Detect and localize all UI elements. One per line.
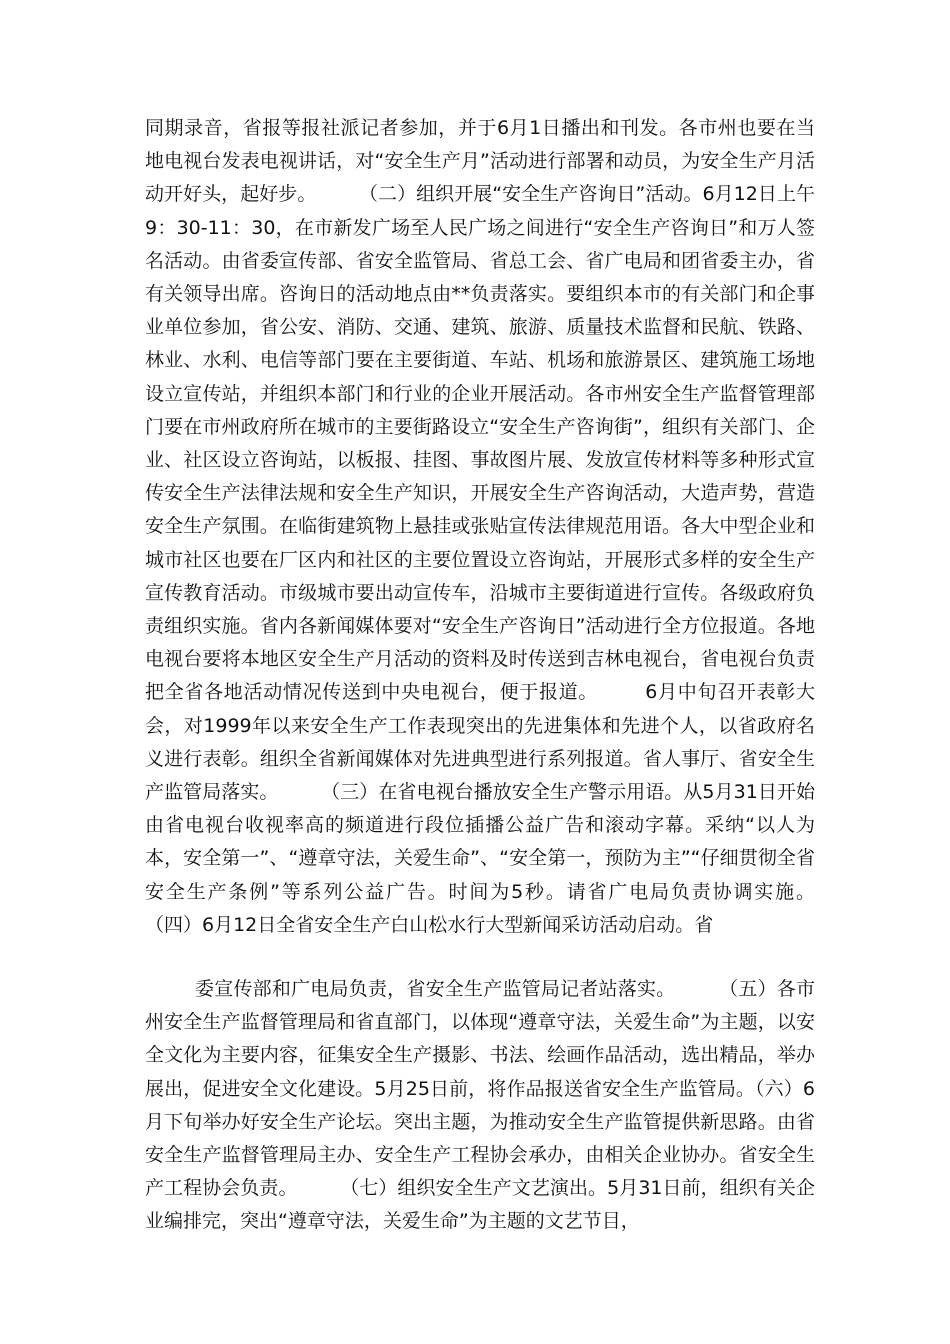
body-paragraph-1: 同期录音，省报等报社派记者参加，并于6月1日播出和刊发。各市州也要在当地电视台发表电视讲话，对“安全生产月”活动进行部署和动员，为安全生产月活动开好头，起好步。 （二）组织开展“安全生产咨询日”活动。6月12日上午9：30-11：30，在市新发广场至人民广场之间进行“安全生产咨询日”和万人签名活动。由省委宣传部、省安全监管局、省总工会、省广电局和团省委主办，省有关领导出席。咨询日的活动地点由**负责落实。要组织本市的有关部门和企事业单位参加，省公安、消防、交通、建筑、旅游、质量技术监督和民航、铁路、林业、水利、电信等部门要在主要街道、车站、机场和旅游景区、建筑施工场地设立宣传站，并组织本部门和行业的企业开展活动。各市州安全生产监督管理部门要在市州政府所在城市的主要街路设立“安全生产咨询街”，组织有关部门、企业、社区设立咨询站，以板报、挂图、事故图片展、发放宣传材料等多种形式宣传安全生产法律法规和安全生产知识，开展安全生产咨询活动，大造声势，营造安全生产氛围。在临街建筑物上悬挂或张贴宣传法律规范用语。各大中型企业和城市社区也要在厂区内和社区的主要位置设立咨询站，开展形式多样的安全生产宣传教育活动。市级城市要出动宣传车，沿城市主要街道进行宣传。各级政府负责组织实施。省内各新闻媒体要对“安全生产咨询日”活动进行全方位报道。各地电视台要将本地区安全生产月活动的资料及时传送到吉林电视台，省电视台负责把全省各地活动情况传送到中央电视台，便于报道。 6月中旬召开表彰大会，对1999年以来安全生产工作表现突出的先进集体和先进个人，以省政府名义进行表彰。组织全省新闻媒体对先进典型进行系列报道。省人事厅、省安全生产监管局落实。 （三）在省电视台播放安全生产警示用语。从5月31日开始由省电视台收视率高的频道进行段位插播公益广告和滚动字幕。采纳“以人为本，安全第一”、“遵章守法，关爱生命”、“安全第一，预防为主”“仔细贯彻全省安全生产条例”等系列公益广告。时间为5秒。请省广电局负责协调实施。 （四）6月12日全省安全生产白山松水行大型新闻采访活动启动。省 — [145, 117, 858, 936]
body-paragraph-2: 委宣传部和广电局负责，省安全生产监管局记者站落实。 （五）各市州安全生产监督管理局和省直部门，以体现“遵章守法，关爱生命”为主题，以安全文化为主要内容，征集安全生产摄影、书法、绘画作品活动，选出精品，举办展出，促进安全文化建设。5月25日前，将作品报送省安全生产监管局。（六）6月下旬举办好安全生产论坛。突出主题，为推动安全生产监管提供新思路。由省安全生产监督管理局主办、安全生产工程协会承办，由相关企业协办。省安全生产工程协会负责。 （七）组织安全生产文艺演出。5月31日前，组织有关企业编排完，突出“遵章守法，关爱生命”为主题的文艺节目， — [145, 978, 815, 1233]
